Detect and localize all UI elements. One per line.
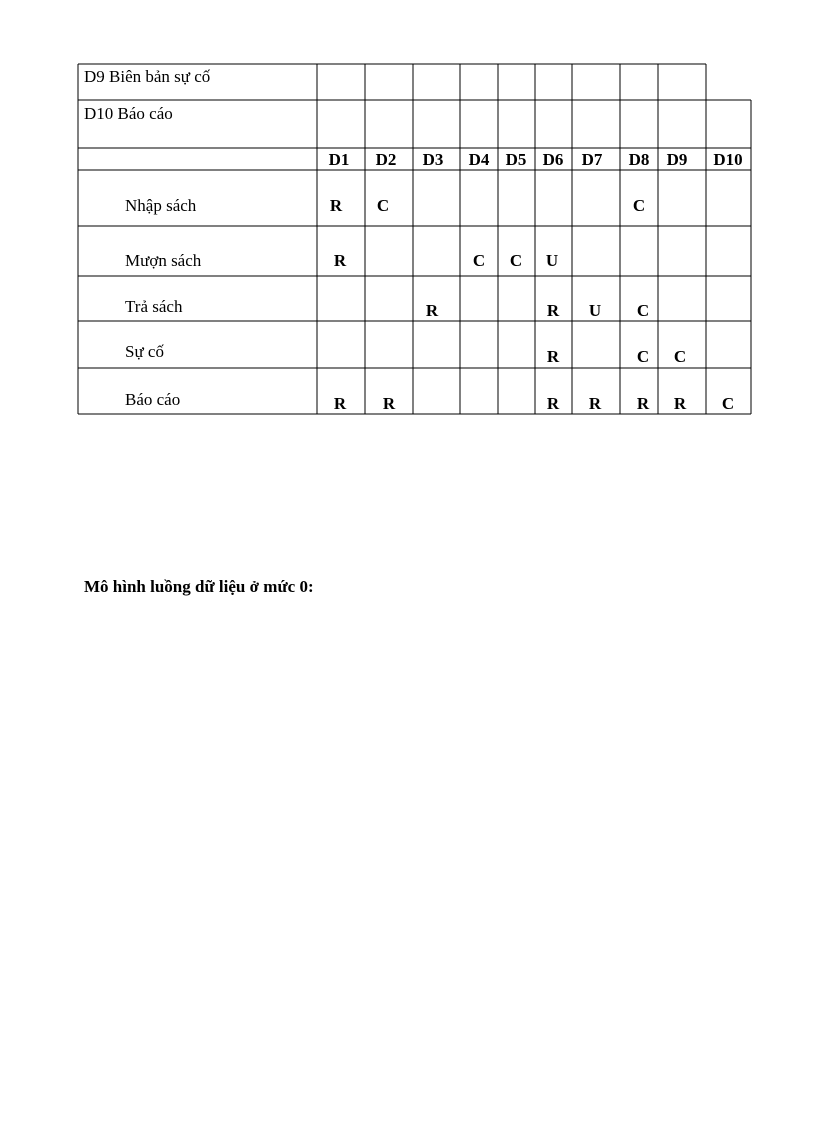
matrix-cell: C [376, 196, 390, 215]
column-header: D4 [468, 150, 490, 169]
matrix-cell: C [636, 301, 650, 320]
column-header: D9 [666, 150, 688, 169]
row-label-d10: D10 Báo cáo [84, 104, 173, 123]
process-label: Trả sách [125, 297, 183, 316]
column-header: D1 [328, 150, 350, 169]
matrix-cell: C [509, 251, 523, 270]
matrix-cell: U [545, 251, 559, 270]
matrix-cell: R [425, 301, 439, 320]
matrix-cell: C [721, 394, 735, 413]
process-label: Nhập sách [125, 196, 197, 215]
matrix-cell: R [546, 394, 560, 413]
matrix-cell: R [382, 394, 396, 413]
process-label: Mượn sách [125, 251, 202, 270]
matrix-cell: R [673, 394, 687, 413]
matrix-cell: R [333, 251, 347, 270]
row-label-d9: D9 Biên bản sự cố [84, 67, 211, 86]
column-header: D7 [581, 150, 603, 169]
column-header: D5 [505, 150, 527, 169]
matrix-cell: C [673, 347, 687, 366]
matrix-cell: R [329, 196, 343, 215]
process-label: Sự cố [125, 342, 164, 361]
column-header: D6 [542, 150, 564, 169]
matrix-cell: R [636, 394, 650, 413]
process-label: Báo cáo [125, 390, 181, 409]
matrix-cell: R [333, 394, 347, 413]
matrix-cell: C [636, 347, 650, 366]
section-heading: Mô hình luồng dữ liệu ở mức 0: [84, 577, 314, 596]
matrix-cell: R [546, 347, 560, 366]
matrix-cell: C [632, 196, 646, 215]
column-header: D10 [713, 150, 743, 169]
matrix-cell: U [588, 301, 602, 320]
column-header: D2 [375, 150, 397, 169]
matrix-cell: C [472, 251, 486, 270]
column-header: D8 [628, 150, 650, 169]
matrix-cell: R [588, 394, 602, 413]
column-header: D3 [422, 150, 444, 169]
matrix-cell: R [546, 301, 560, 320]
